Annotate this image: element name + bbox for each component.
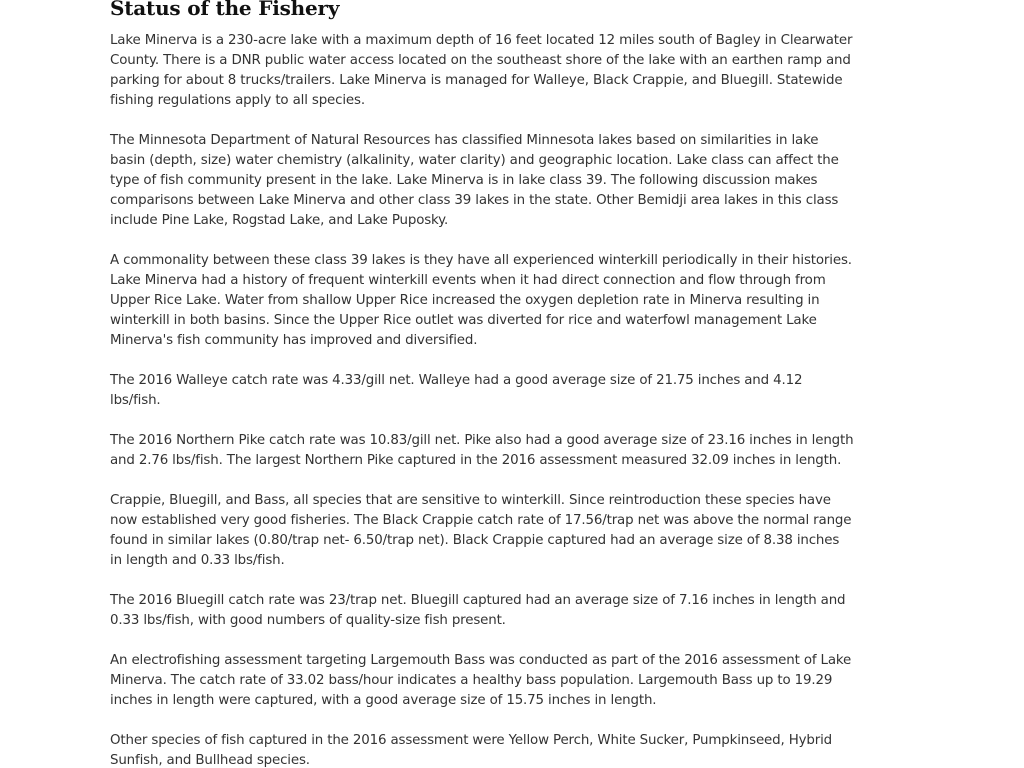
paragraph-black-crappie: Crappie, Bluegill, and Bass, all species that are sensitive to winterkill. Since reintroduction these species have now established very good fisheries. The Black Crappie catch rate of 17.56/trap net was above the normal range found in similar lakes (0.80/trap net- 6.50/trap net). Black Crappie captured had an average size of 8.38 inches in length and 0.33 lbs/fish.	[110, 493, 852, 568]
paragraph-lake-class: The Minnesota Department of Natural Resources has classified Minnesota lakes based on similarities in lake basin (depth, size) water chemistry (alkalinity, water clarity) and geographic location. Lake class can affect the type of fish community present in the lake. Lake Minerva is in lake class 39. The following discussion makes comparisons between Lake Minerva and other class 39 lakes in the state. Other Bemidji area lakes in this class include Pine Lake, Rogstad Lake, and Lake Puposky.	[110, 133, 839, 228]
section-heading: Status of the Fishery	[110, 0, 340, 20]
paragraph-bluegill: The 2016 Bluegill catch rate was 23/trap net. Bluegill captured had an average size of 7.16 inches in length and 0.33 lbs/fish, with good numbers of quality-size fish present.	[110, 593, 846, 628]
paragraph-other-species: Other species of fish captured in the 2016 assessment were Yellow Perch, White Sucker, Pumpkinseed, Hybrid Sunfish, and Bullhead species.	[110, 733, 833, 768]
paragraph-northern-pike: The 2016 Northern Pike catch rate was 10.83/gill net. Pike also had a good average size of 23.16 inches in length and 2.76 lbs/fish. The largest Northern Pike captured in the 2016 assessment measured 32.09 inches in length.	[110, 433, 854, 468]
paragraph-lake-overview: Lake Minerva is a 230-acre lake with a maximum depth of 16 feet located 12 miles south of Bagley in Clearwater County. There is a DNR public water access located on the southeast shore of the lake with an earthen ramp and parking for about 8 trucks/trailers. Lake Minerva is managed for Walleye, Black Crappie, and Bluegill. Statewide fishing regulations apply to all species.	[110, 33, 853, 108]
article-content	[110, 0, 855, 768]
paragraph-winterkill-history: A commonality between these class 39 lakes is they have all experienced winterkill periodically in their histories. Lake Minerva had a history of frequent winterkill events when it had direct connection and flow through from Upper Rice Lake. Water from shallow Upper Rice increased the oxygen depletion rate in Minerva resulting in winterkill in both basins. Since the Upper Rice outlet was diverted for rice and waterfowl management Lake Minerva's fish community has improved and diversified.	[110, 253, 852, 348]
paragraph-walleye: The 2016 Walleye catch rate was 4.33/gill net. Walleye had a good average size of 21.75 inches and 4.12 lbs/fish.	[110, 373, 803, 408]
paragraph-largemouth-bass: An electrofishing assessment targeting Largemouth Bass was conducted as part of the 2016 assessment of Lake Minerva. The catch rate of 33.02 bass/hour indicates a healthy bass population. Largemouth Bass up to 19.29 inches in length were captured, with a good average size of 15.75 inches in length.	[110, 653, 852, 708]
